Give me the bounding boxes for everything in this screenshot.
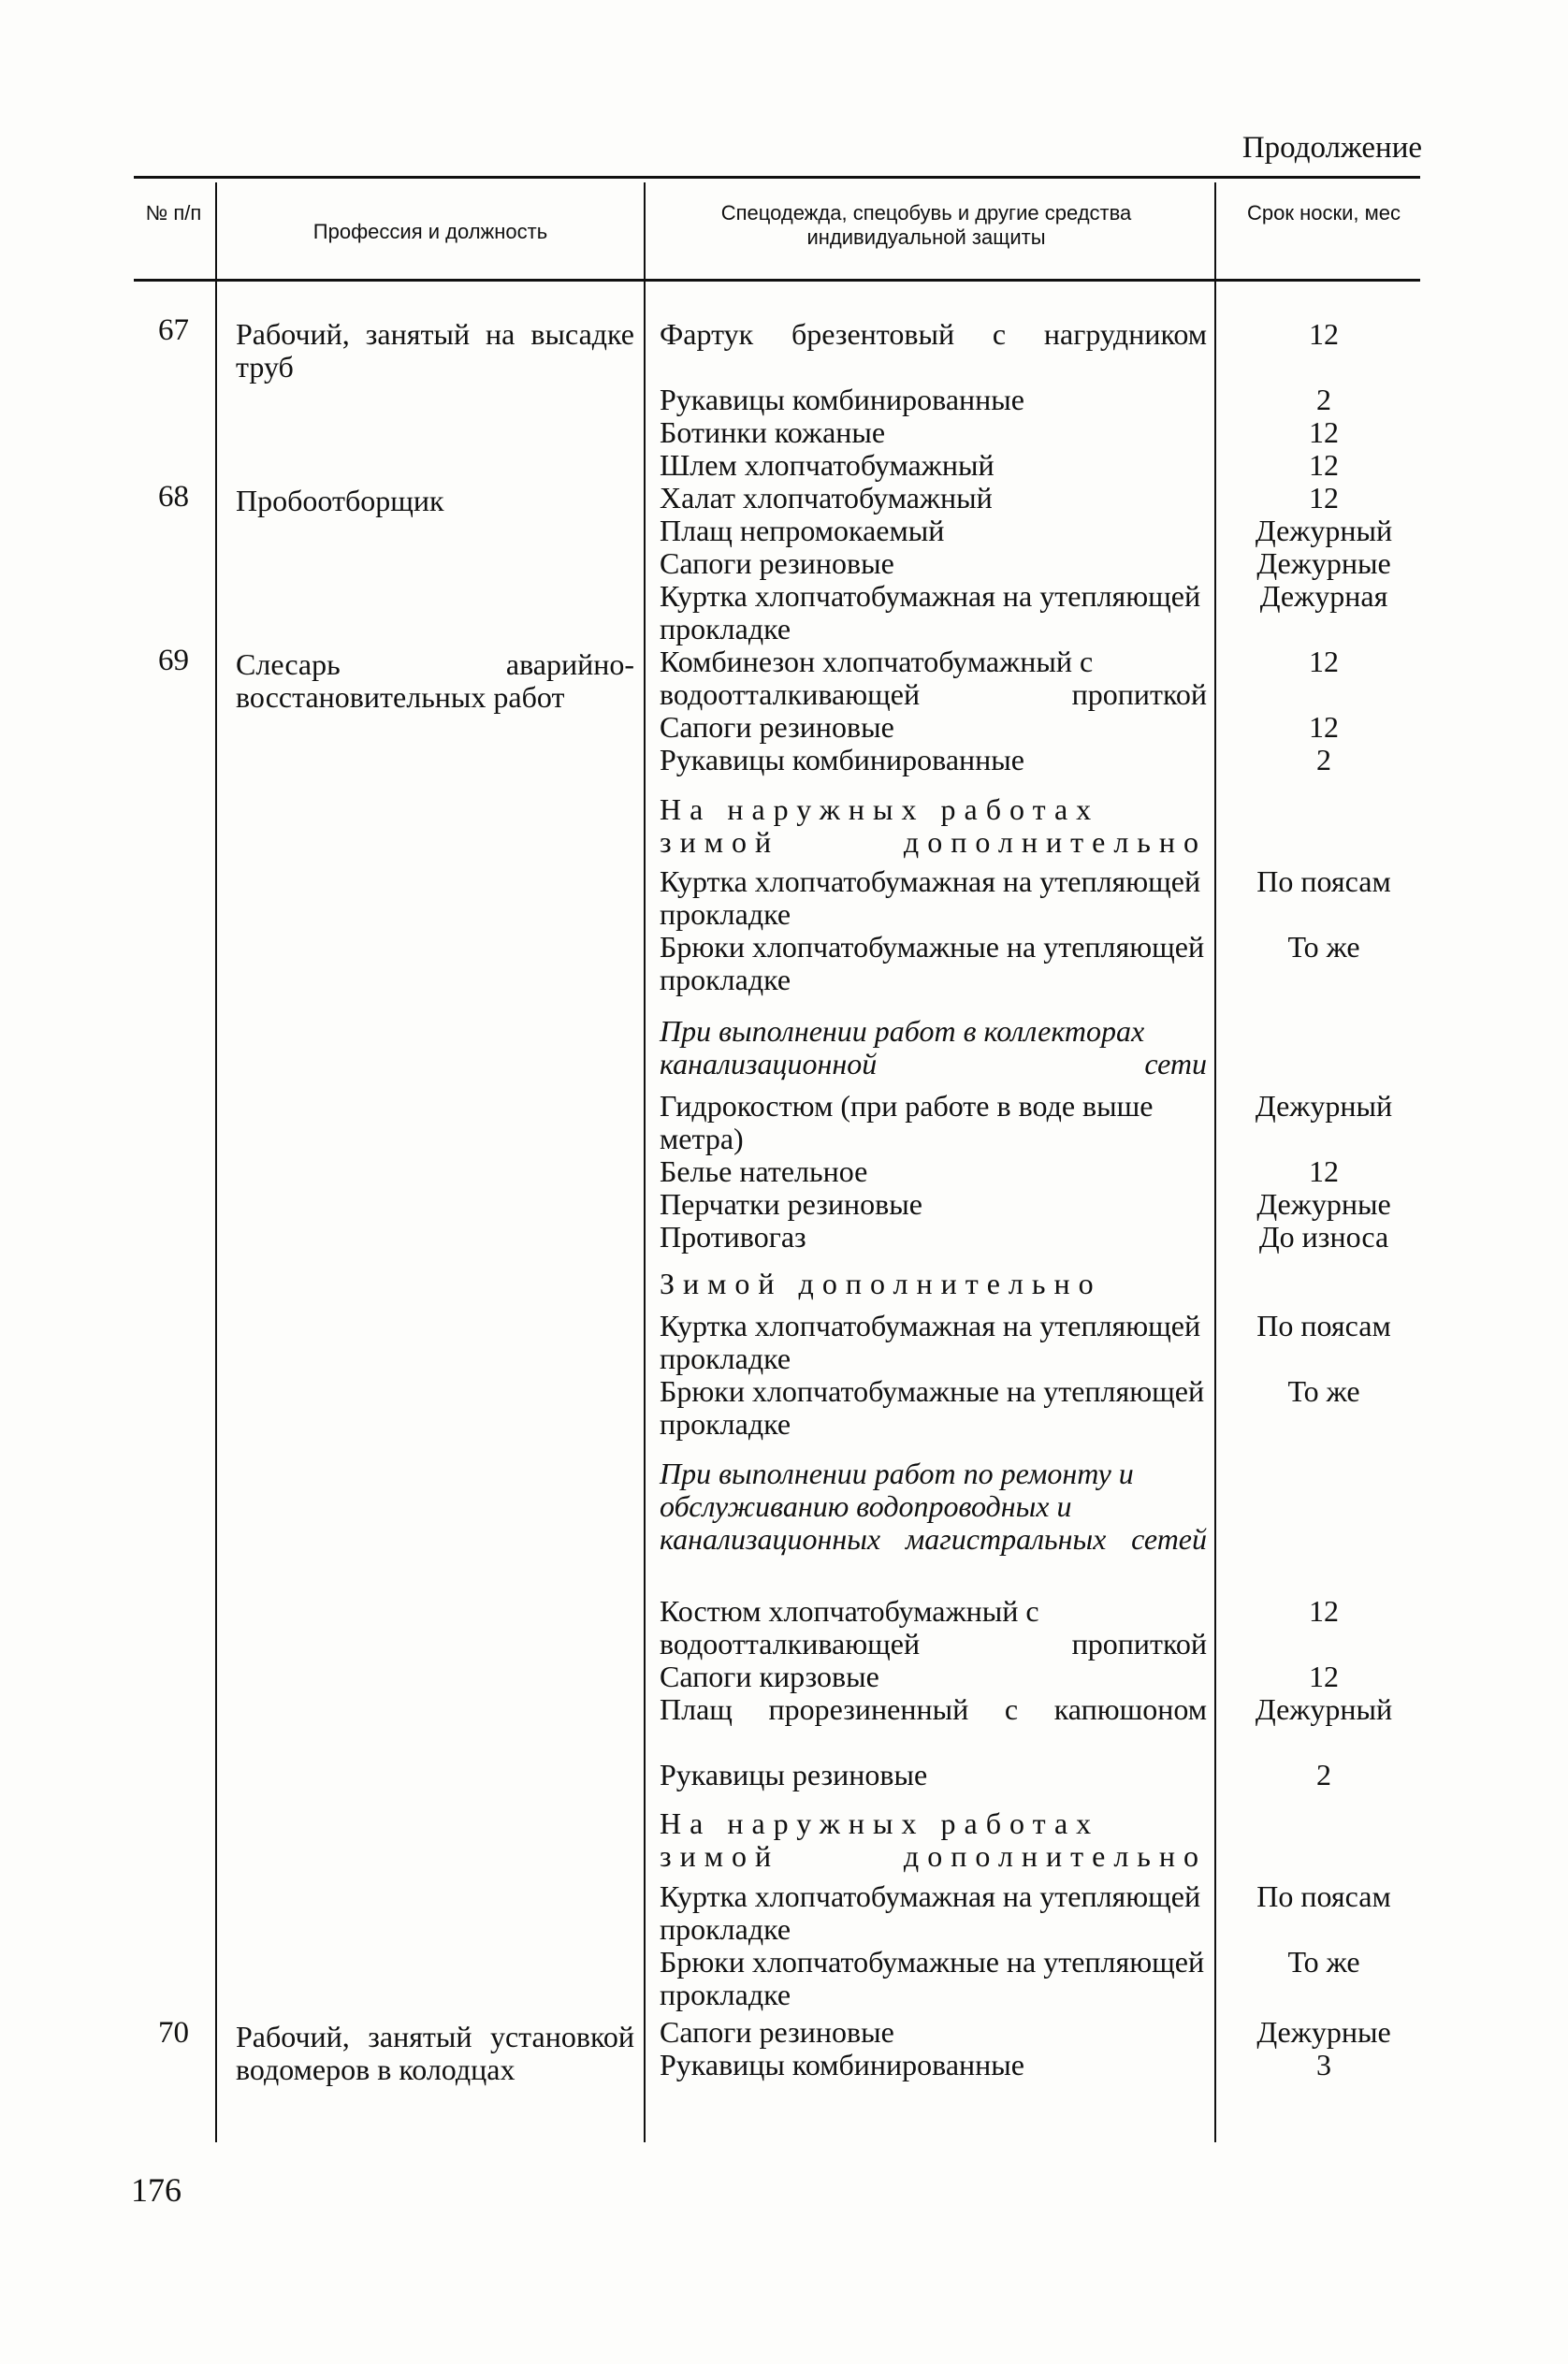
term-cell: 12: [1309, 1594, 1339, 1628]
item-cell: Костюм хлопчатобумажный с водоотталкивающей пропиткой: [660, 1594, 1207, 1661]
term-cell: То же: [1287, 1374, 1360, 1408]
column-divider-1: [215, 182, 217, 2142]
section-heading: На наружных работах зимой дополнительно: [660, 792, 1207, 859]
column-divider-2: [644, 182, 646, 2142]
profession-cell: Пробоотборщик: [236, 484, 444, 517]
item-cell: Сапоги резиновые: [660, 2015, 894, 2049]
term-cell: Дежурный: [1255, 514, 1393, 547]
header-profession: Профессия и должность: [312, 220, 548, 243]
item-cell: Комбинезон хлопчатобумажный с водоотталкивающей пропиткой: [660, 645, 1207, 711]
item-cell: Сапоги резиновые: [660, 546, 894, 580]
header-term: Срок носки, мес: [1247, 201, 1401, 225]
term-cell: Дежурные: [1256, 1187, 1391, 1221]
term-cell: 12: [1309, 448, 1339, 482]
item-cell: Плащ прорезиненный с капюшоном: [660, 1692, 1207, 1726]
header-bottom-rule: [134, 279, 1420, 282]
term-cell: 12: [1309, 645, 1339, 678]
term-cell: 12: [1309, 317, 1339, 351]
term-cell: 2: [1316, 1758, 1331, 1791]
item-cell: Куртка хлопчатобумажная на утепляющей прокладке: [660, 864, 1201, 931]
term-cell: Дежурный: [1255, 1692, 1393, 1726]
row-num: 68: [158, 480, 189, 514]
continuation-label: Продолжение: [1241, 131, 1422, 165]
item-cell: Противогаз: [660, 1220, 806, 1254]
term-cell: 12: [1309, 1154, 1339, 1188]
term-cell: 2: [1316, 743, 1331, 776]
profession-cell: Рабочий, занятый установкой водомеров в колодцах: [236, 2020, 634, 2086]
term-cell: Дежурная: [1259, 579, 1388, 613]
item-cell: Фартук брезентовый с нагрудником: [660, 317, 1207, 351]
term-cell: То же: [1287, 1945, 1360, 1979]
item-cell: Плащ непромокаемый: [660, 514, 945, 547]
term-cell: 12: [1309, 710, 1339, 744]
profession-cell: Рабочий, занятый на высадке труб: [236, 317, 634, 384]
item-cell: Брюки хлопчатобумажные на утепляющей прокладке: [660, 1945, 1205, 2011]
term-cell: То же: [1287, 930, 1360, 964]
section-heading: Зимой дополнительно: [660, 1267, 1102, 1300]
item-cell: Перчатки резиновые: [660, 1187, 922, 1221]
item-cell: Шлем хлопчатобумажный: [660, 448, 995, 482]
row-num: 67: [158, 313, 189, 347]
item-cell: Сапоги кирзовые: [660, 1660, 879, 1693]
item-cell: Рукавицы комбинированные: [660, 383, 1024, 416]
term-cell: По поясам: [1256, 864, 1391, 898]
page-number: 176: [131, 2171, 181, 2209]
item-cell: Рукавицы комбинированные: [660, 743, 1024, 776]
item-cell: Рукавицы резиновые: [660, 1758, 928, 1791]
term-cell: 2: [1316, 383, 1331, 416]
term-cell: Дежурные: [1256, 546, 1391, 580]
table-top-rule: [134, 176, 1420, 179]
item-cell: Сапоги резиновые: [660, 710, 894, 744]
header-items: Спецодежда, спецобувь и другие средства индивидуальной защиты: [720, 201, 1132, 249]
item-cell: Брюки хлопчатобумажные на утепляющей прокладке: [660, 1374, 1205, 1441]
term-cell: Дежурный: [1255, 1089, 1393, 1123]
term-cell: 12: [1309, 415, 1339, 449]
section-heading: На наружных работах зимой дополнительно: [660, 1806, 1207, 1873]
item-cell: Халат хлопчатобумажный: [660, 481, 993, 515]
term-cell: 12: [1309, 1660, 1339, 1693]
column-divider-3: [1214, 182, 1216, 2142]
item-cell: Гидрокостюм (при работе в воде выше метра): [660, 1089, 1154, 1155]
item-cell: Ботинки кожаные: [660, 415, 886, 449]
profession-cell: Слесарь аварийно-восстановительных работ: [236, 647, 634, 714]
item-cell: Куртка хлопчатобумажная на утепляющей прокладке: [660, 579, 1201, 645]
item-cell: Белье нательное: [660, 1154, 868, 1188]
header-num: № п/п: [145, 201, 202, 225]
section-heading: При выполнении работ по ремонту и обслуживанию водопроводных и канализационных магистральных сетей: [660, 1457, 1207, 1556]
item-cell: Куртка хлопчатобумажная на утепляющей прокладке: [660, 1879, 1201, 1946]
term-cell: 3: [1316, 2048, 1331, 2081]
item-cell: Брюки хлопчатобумажные на утепляющей прокладке: [660, 930, 1205, 996]
term-cell: По поясам: [1256, 1309, 1391, 1342]
section-heading: При выполнении работ в коллекторах канализационной сети: [660, 1014, 1207, 1080]
item-cell: Куртка хлопчатобумажная на утепляющей прокладке: [660, 1309, 1201, 1375]
term-cell: Дежурные: [1256, 2015, 1391, 2049]
row-num: 70: [158, 2016, 189, 2050]
term-cell: До износа: [1258, 1220, 1389, 1254]
row-num: 69: [158, 644, 189, 677]
term-cell: По поясам: [1256, 1879, 1391, 1913]
term-cell: 12: [1309, 481, 1339, 515]
item-cell: Рукавицы комбинированные: [660, 2048, 1024, 2081]
